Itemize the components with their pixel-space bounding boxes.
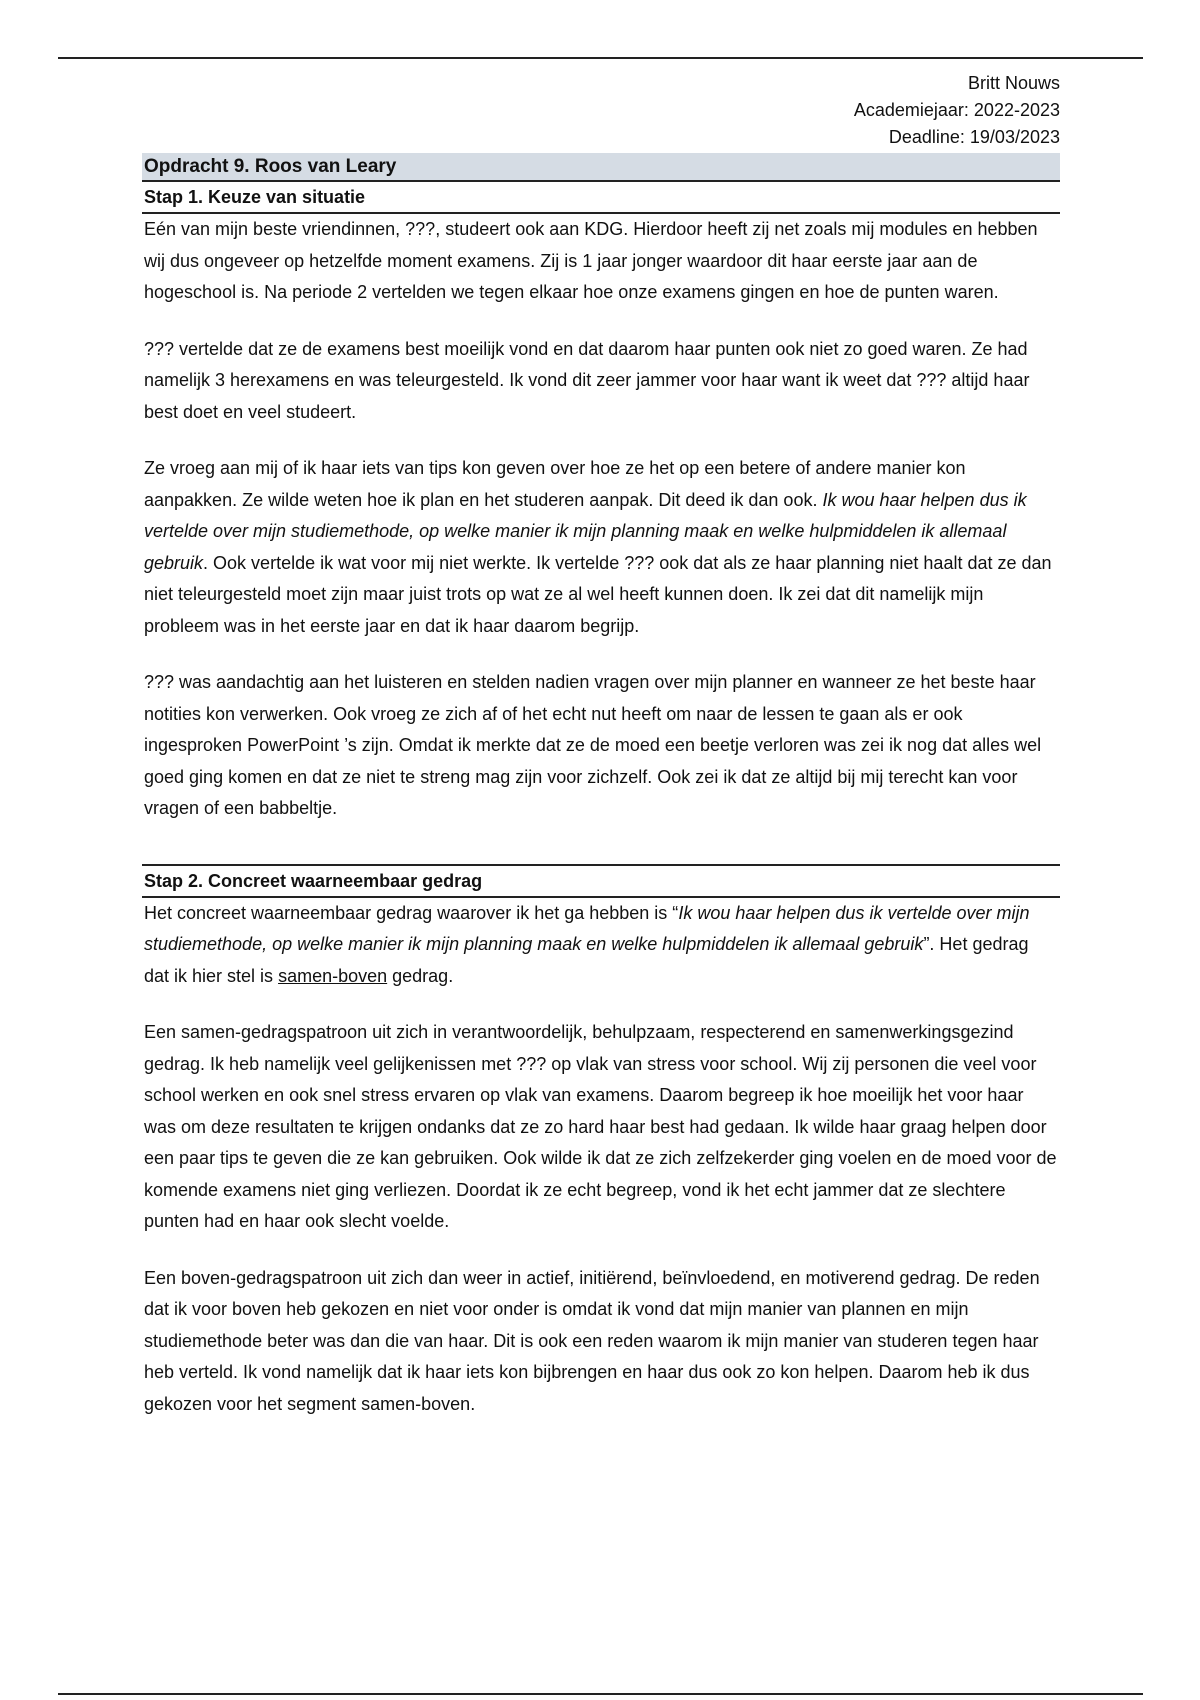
step2-p1-italic: Ik wou haar helpen dus ik vertelde over mijn studiemethode, op welke manier ik mijn planning maak en welke hulpmiddelen ik allemaal gebruik — [144, 902, 1030, 954]
step1-paragraph-3 — [142, 453, 1060, 642]
step1-p3-italic: Ik wou haar helpen dus ik vertelde over mijn studiemethode, op welke manier ik mijn planning maak en welke hulpmiddelen ik allemaal gebruik — [144, 489, 1027, 573]
document-header — [142, 70, 1060, 151]
step1-paragraph-4: ??? was aandachtig aan het luisteren en stelden nadien vragen over mijn planner en wanneer ze het beste haar notities kon verwerken. Ook vroeg ze zich af of het echt nut heeft om naar de lessen te gaan als er ook ingesproken PowerPoint ’s zijn. Omdat ik merkte dat ze de moed een beetje verloren was zei ik nog dat alles wel goed ging komen en dat ze niet te streng mag zijn voor zichzelf. Ook zei ik dat ze altijd bij mij terecht kan voor vragen of een babbeltje. — [144, 672, 1042, 818]
step2-paragraph-2: Een samen-gedragspatroon uit zich in verantwoordelijk, behulpzaam, respecterend en samenwerkingsgezind gedrag. Ik heb namelijk veel gelijkenissen met ??? op vlak van stress voor school. Wij zij personen die veel voor school werken en ook snel stress ervaren op vlak van examens. Daarom begreep ik hoe moeilijk het voor haar was om deze resultaten te krijgen ondanks dat ze zo hard haar best had gedaan. Ik wilde haar graag helpen door een paar tips te geven die ze kan gebruiken. Ook wilde ik dat ze zich zelfzekerder ging voelen en de moed voor de komende examens niet ging verliezen. Doordat ik ze echt begreep, vond ik het echt jammer dat ze slechtere punten had en haar ook slecht voelde. — [144, 1022, 1057, 1231]
step2-p1-underline: samen-boven — [278, 965, 388, 986]
section-gap — [142, 850, 1060, 864]
page-top-rule — [58, 57, 1143, 59]
page-bottom-rule — [58, 1693, 1143, 1695]
step2-body — [142, 898, 1060, 1421]
author-name: Britt Nouws — [967, 73, 1060, 93]
step1-paragraph-1: Eén van mijn beste vriendinnen, ???, studeert ook aan KDG. Hierdoor heeft zij net zoals mij modules en hebben wij dus ongeveer op hetzelfde moment examens. Zij is 1 jaar jonger waardoor dit haar eerste jaar aan de hogeschool is. Na periode 2 vertelden we tegen elkaar hoe onze examens gingen en hoe de punten waren. — [144, 219, 1038, 302]
deadline: Deadline: 19/03/2023 — [888, 127, 1060, 147]
step2-p1-text-b: ”. Het gedrag dat ik hier stel is — [144, 934, 1029, 986]
document-content — [142, 70, 1060, 1445]
step2-title: Stap 2. Concreet waarneembaar gedrag — [142, 864, 1060, 898]
step1-body — [142, 214, 1060, 825]
step2-p1-text-c: gedrag. — [387, 965, 454, 986]
assignment-title: Opdracht 9. Roos van Leary — [142, 153, 1060, 182]
step1-paragraph-2: ??? vertelde dat ze de examens best moeilijk vond en dat daarom haar punten ook niet zo goed waren. Ze had namelijk 3 herexamens en was teleurgesteld. Ik vond dit zeer jammer voor haar want ik weet dat ??? altijd haar best doet en veel studeert. — [144, 338, 1030, 422]
step1-p3-text-a: Ze vroeg aan mij of ik haar iets van tips kon geven over hoe ze het op een betere of andere manier kon aanpakken. Ze wilde weten hoe ik plan en het studeren aanpak. Dit deed ik dan ook. — [144, 458, 966, 510]
step2-paragraph-1 — [142, 898, 1060, 993]
step1-p3-text-b: . Ook vertelde ik wat voor mij niet werkte. Ik vertelde ??? ook dat als ze haar planning niet haalt dat ze dan niet teleurgesteld moet zijn maar juist trots op wat ze al wel heeft kunnen doen. Ik zei dat dit namelijk mijn probleem was in het eerste jaar en dat ik haar daarom begrijp. — [144, 552, 1052, 636]
step2-paragraph-3: Een boven-gedragspatroon uit zich dan weer in actief, initiërend, beïnvloedend, en motiverend gedrag. De reden dat ik voor boven heb gekozen en niet voor onder is omdat ik vond dat mijn manier van plannen en mijn studiemethode beter was dan die van haar. Dit is ook een reden waarom ik mijn manier van studeren tegen haar heb verteld. Ik vond namelijk dat ik haar iets kon bijbrengen en haar dus ook zo kon helpen. Daarom heb ik dus gekozen voor het segment samen-boven. — [144, 1267, 1040, 1414]
step1-title: Stap 1. Keuze van situatie — [142, 182, 1060, 214]
academic-year: Academiejaar: 2022-2023 — [853, 100, 1060, 120]
step2-p1-text-a: Het concreet waarneembaar gedrag waarover ik het ga hebben is “ — [144, 902, 679, 923]
